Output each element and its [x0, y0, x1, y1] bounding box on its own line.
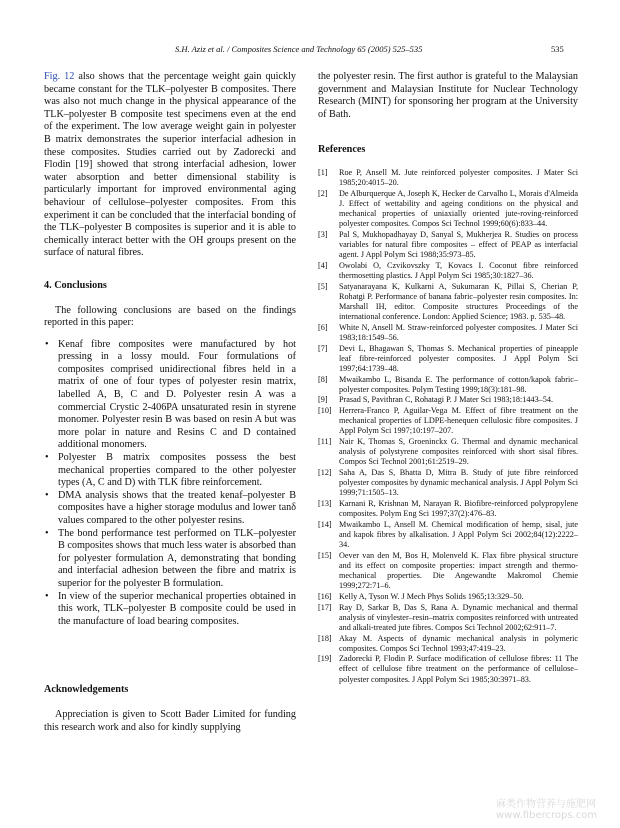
conclusion-item [44, 528, 296, 591]
reference-item [318, 261, 578, 281]
reference-number: [3] [318, 229, 328, 239]
reference-text: Nair K, Thomas S, Groeninckx G. Thermal and dynamic mechanical analysis of polystyrene composites reinforced with short sisal fibres. Compos Sci Technol 2001;61:2519–29. [339, 437, 578, 467]
reference-item [318, 437, 578, 467]
reference-number: [17] [318, 602, 332, 612]
reference-item [318, 323, 578, 343]
reference-text: Akay M. Aspects of dynamic mechanical analysis in polymeric composites. Compos Sci Technol 1993;47:419–23. [339, 633, 578, 653]
site-watermark [496, 799, 597, 821]
conclusions-intro: The following conclusions are based on the findings reported in this paper: [44, 304, 296, 329]
conclusion-item [44, 452, 296, 490]
reference-number: [15] [318, 550, 332, 560]
reference-text: Karnani R, Krishnan M, Narayan R. Biofibre-reinforced polypropylene composites. Polym Eng Sci 1997;37(2):476–83. [339, 498, 578, 519]
reference-number: [19] [318, 654, 332, 664]
reference-item [318, 520, 578, 550]
conclusion-item [44, 591, 296, 629]
reference-number: [9] [318, 395, 328, 405]
reference-number: [18] [318, 633, 332, 643]
watermark-chinese: 麻类作物营养与施肥网 [496, 799, 596, 810]
reference-number: [11] [318, 437, 332, 447]
conclusions-heading: 4. Conclusions [44, 279, 107, 291]
reference-item [318, 499, 578, 519]
reference-number: [4] [318, 260, 328, 270]
conclusion-text: DMA analysis shows that the treated kenaf–polyester B composites have a higher storage modulus and lower tanδ values compared to the other polyester resins. [58, 489, 296, 526]
reference-number: [1] [318, 167, 328, 177]
reference-text: Prasad S, Pavithran C, Rohatagi P. J Mater Sci 1983;18:1443–54. [339, 395, 554, 405]
reference-text: Herrera-Franco P, Aguilar-Vega M. Effect of fibre treatment on the mechanical properties of LDPE-henequen cellulosic fibre composites. J Appl Polym Sci 1997;10:197–207. [339, 406, 578, 436]
reference-text: Saha A, Das S, Bhatta D, Mitra B. Study of jute fibre reinforced polyester composites by dynamic mechanical analysis. J Appl Polym Sci 1999;71:1505–13. [339, 468, 578, 498]
reference-item [318, 189, 578, 230]
acknowledgements-heading: Acknowledgements [44, 684, 129, 696]
reference-item [318, 230, 578, 260]
left-column [44, 71, 296, 734]
running-header [0, 44, 620, 56]
reference-number: [6] [318, 322, 328, 332]
reference-number: [10] [318, 406, 332, 416]
conclusion-text: The bond performance test performed on TLK–polyester B composites shows that much less water is absorbed than for polyester formulation A, demonstrating that bonding and interfacial adhesion between the fibre and matrix is superior for the polyester B formulation. [58, 527, 296, 589]
reference-text: Owolabi O, Czvikovszky T, Kovacs I. Coconut fibre reinforced thermosetting plastics. J Appl Polym Sci 1985;30:1827–36. [339, 260, 578, 281]
reference-number: [5] [318, 281, 328, 291]
bullet-icon: • [45, 489, 49, 501]
reference-text: Satyanarayana K, Kulkarni A, Sukumaran K, Pillai S, Cherian P, Rohatgi P. Performance of banana fabric–polyester resin composites. In: Marshall IH, editor. Composite structures Proceedings of the international conference. London: Applied Science; 1983. p. 535–48. [339, 281, 578, 322]
acknowledgements-text: Appreciation is given to Scott Bader Limited for funding this research work and also for kindly supplying [44, 708, 296, 733]
reference-item [318, 551, 578, 592]
right-column [318, 71, 578, 685]
reference-text: Oever van den M, Bos H, Molenveld K. Flax fibre physical structure and its effect on composite properties: impact strength and thermo-mechanical properties. Die Angewandte Makromol Chemie 1999;272:71–6. [339, 550, 578, 591]
reference-item [318, 375, 578, 395]
reference-number: [16] [318, 591, 332, 601]
reference-text: Pal S, Mukhopadhayay D, Sanyal S, Mukherjea R. Studies on process variables for natural fibre composites – effect of PEAP as interfacial agent. J Appl Polym Sci 1988;35:973–85. [339, 229, 578, 260]
conclusion-text: In view of the superior mechanical properties obtained in this work, TLK–polyester B composite could be used in the manufacture of load bearing composites. [58, 590, 296, 627]
reference-text: Roe P, Ansell M. Jute reinforced polyester composites. J Mater Sci 1985;20:4015–20. [339, 167, 578, 188]
acknowledgements-continued: the polyester resin. The first author is grateful to the Malaysian government and Malaysian Institute for Nuclear Technology Research (MINT) for sponsoring her program at the University of Bath. [318, 71, 578, 120]
references-heading: References [318, 144, 366, 156]
page-number: 535 [551, 44, 564, 54]
reference-item [318, 344, 578, 374]
reference-text: Kelly A, Tyson W. J Mech Phys Solids 1965;13:329–50. [339, 591, 524, 601]
reference-item [318, 603, 578, 633]
reference-item [318, 634, 578, 654]
conclusion-item [44, 339, 296, 452]
reference-item [318, 168, 578, 188]
conclusion-item [44, 490, 296, 528]
reference-item [318, 592, 578, 602]
reference-item [318, 654, 578, 684]
reference-number: [7] [318, 343, 328, 353]
reference-number: [2] [318, 188, 328, 198]
reference-text: White N, Ansell M. Straw-reinforced polyester composites. J Mater Sci 1983;18:1549–56. [339, 322, 578, 342]
bullet-icon: • [45, 590, 49, 602]
conclusion-text: Kenaf fibre composites were manufactured by hot pressing in a lossy mould. Four formulations of composites comprised unidirectional fibres held in a matrix of one of four types of polyester resin matrix, labelled A, B, C and D. Polyester resin A was a commercial Crystic 2-406PA unsaturated resin in styrene monomer. Polyester resin B was based on resin A but was more polar in nature and Resins C and D contained additional monomers. [58, 338, 296, 451]
reference-text: Devi L, Bhagawan S, Thomas S. Mechanical properties of pineapple leaf fibre-reinforced polyester composites. J Appl Polym Sci 1997;64:1739–48. [339, 343, 578, 373]
references-list [318, 168, 578, 685]
reference-text: Mwaikambo L, Bisanda E. The performance of cotton/kapok fabric–polyester composites. Polym Testing 1999;18(3):181–98. [339, 374, 578, 394]
figure-12-link[interactable]: Fig. 12 [44, 71, 75, 82]
bullet-icon: • [45, 338, 49, 350]
reference-text: Ray D, Sarkar B, Das S, Rana A. Dynamic mechanical and thermal analysis of vinylester–resin–matrix composites reinforced with untreated and alkali-treated jute fibres. Compos Sci Technol 2002;62:911–7. [339, 602, 578, 632]
reference-text: De Alburquerque A, Joseph K, Hecker de Carvalho L, Morais d'Almeida J. Effect of wettability and ageing conditions on the physical and mechanical properties of uniaxially oriented jute-roving-reinforced polyester composites. Compos Sci Technol 1999;60(6):833–44. [339, 188, 578, 229]
reference-number: [13] [318, 498, 332, 508]
results-paragraph-text: also shows that the percentage weight gain quickly became constant for the TLK–polyester B composites. There was also not much change in the physical appearance of the TLK–polyester B composite test specimens even at the end of the experiment. The low average weight gain in polyester B matrix demonstrates the superior interfacial adhesion in these composites. Studies carried out by Zadorecki and Flodin [19] showed that strong interfacial adhesion, lower water absorption and better dimensional stability is particularly important for improved environmental aging behaviour of cellulose–polyester composites. From this experiment it can be concluded that the interfacial bonding of the TLK–polyester B composites is superior and it is able to chemically interact better with the OH groups present on the surface of natural fibres. [44, 71, 296, 259]
reference-item [318, 468, 578, 498]
reference-text: Zadorecki P, Flodin P. Surface modification of cellulose fibres: 11 The effect of cellulose fibre treatment on the performance of cellulose–polyester composites. J Appl Polym Sci 1985;30:3971–83. [339, 654, 578, 684]
running-title: S.H. Aziz et al. / Composites Science and Technology 65 (2005) 525–535 [175, 44, 423, 54]
results-paragraph [44, 71, 296, 260]
conclusion-text: Polyester B matrix composites possess the best mechanical properties compared to the other polyester types (A, C and D) with TLK fibre reinforcement. [58, 452, 296, 489]
bullet-icon: • [45, 452, 49, 464]
reference-text: Mwaikambo L, Ansell M. Chemical modification of hemp, sisal, jute and kapok fibres by alkalisation. J Appl Polym Sci 2002;84(12):2222–34. [339, 519, 578, 550]
conclusions-list [44, 339, 296, 629]
reference-item [318, 406, 578, 436]
reference-item [318, 395, 578, 405]
reference-number: [14] [318, 519, 332, 529]
reference-number: [8] [318, 374, 328, 384]
watermark-url: www.fibercrops.com [496, 810, 598, 821]
reference-item [318, 282, 578, 323]
bullet-icon: • [45, 527, 49, 539]
reference-number: [12] [318, 468, 332, 477]
